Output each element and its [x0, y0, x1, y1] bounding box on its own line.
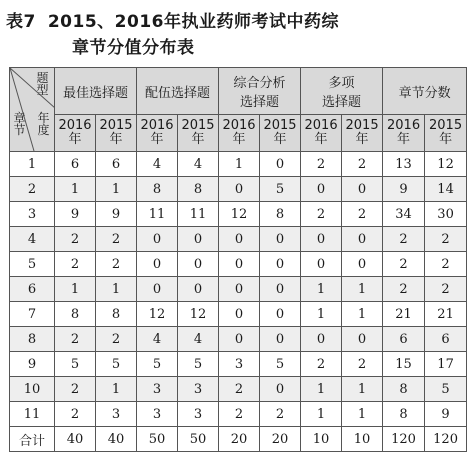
value-cell: 0	[219, 277, 260, 302]
value-cell: 0	[178, 277, 219, 302]
value-cell: 5	[178, 352, 219, 377]
value-cell: 0	[342, 252, 383, 277]
value-cell: 1	[301, 302, 342, 327]
year-header-row	[10, 115, 467, 152]
value-cell: 0	[178, 227, 219, 252]
value-cell: 1	[301, 277, 342, 302]
value-cell: 2	[383, 277, 425, 302]
chapter-cell: 1	[10, 152, 55, 177]
year-header-cell: 2016年	[383, 115, 425, 152]
value-cell: 2	[301, 202, 342, 227]
table-number: 表7	[6, 12, 36, 32]
value-cell: 4	[178, 327, 219, 352]
value-cell: 12	[425, 152, 467, 177]
table-row	[10, 152, 467, 177]
value-cell: 17	[425, 352, 467, 377]
value-cell: 0	[178, 252, 219, 277]
year-header-cell: 2016年	[219, 115, 260, 152]
year-header-cell: 2015年	[178, 115, 219, 152]
table-row	[10, 202, 467, 227]
value-cell: 1	[301, 402, 342, 427]
corner-header-cell	[10, 68, 55, 152]
value-cell: 0	[260, 377, 301, 402]
corner-label-type: 题型	[36, 71, 49, 97]
value-cell: 0	[260, 152, 301, 177]
title-line-2: 章节分值分布表	[72, 38, 195, 58]
table-row	[10, 277, 467, 302]
value-cell: 12	[137, 302, 178, 327]
value-cell: 2	[96, 252, 137, 277]
value-cell: 9	[425, 402, 467, 427]
value-cell: 0	[137, 227, 178, 252]
year-header-cell: 2016年	[301, 115, 342, 152]
value-cell: 10	[342, 427, 383, 452]
chapter-cell: 5	[10, 252, 55, 277]
value-cell: 12	[219, 202, 260, 227]
title-line-1	[6, 7, 339, 32]
value-cell: 12	[178, 302, 219, 327]
value-cell: 21	[383, 302, 425, 327]
value-cell: 5	[425, 377, 467, 402]
value-cell: 1	[55, 177, 96, 202]
value-cell: 6	[425, 327, 467, 352]
value-cell: 3	[219, 352, 260, 377]
value-cell: 4	[178, 152, 219, 177]
value-cell: 0	[260, 252, 301, 277]
value-cell: 34	[383, 202, 425, 227]
value-cell: 5	[96, 352, 137, 377]
table-row	[10, 402, 467, 427]
value-cell: 9	[55, 202, 96, 227]
table-row	[10, 377, 467, 402]
value-cell: 4	[137, 152, 178, 177]
value-cell: 120	[425, 427, 467, 452]
value-cell: 50	[178, 427, 219, 452]
value-cell: 1	[342, 377, 383, 402]
value-cell: 11	[178, 202, 219, 227]
value-cell: 0	[342, 327, 383, 352]
value-cell: 0	[219, 252, 260, 277]
value-cell: 3	[96, 402, 137, 427]
chapter-cell: 3	[10, 202, 55, 227]
value-cell: 21	[425, 302, 467, 327]
value-cell: 8	[260, 202, 301, 227]
table-row	[10, 302, 467, 327]
value-cell: 2	[342, 352, 383, 377]
score-distribution-table	[9, 67, 467, 452]
year-header-cell: 2016年	[55, 115, 96, 152]
group-header-best-choice: 最佳选择题	[55, 68, 137, 115]
value-cell: 3	[178, 377, 219, 402]
value-cell: 0	[219, 302, 260, 327]
value-cell: 1	[55, 277, 96, 302]
chapter-cell: 11	[10, 402, 55, 427]
value-cell: 0	[137, 252, 178, 277]
year-header-cell: 2016年	[137, 115, 178, 152]
value-cell: 9	[96, 202, 137, 227]
value-cell: 0	[260, 277, 301, 302]
table-row	[10, 227, 467, 252]
year-header-cell: 2015年	[260, 115, 301, 152]
value-cell: 3	[137, 377, 178, 402]
value-cell: 40	[96, 427, 137, 452]
year-header-cell: 2015年	[96, 115, 137, 152]
value-cell: 1	[96, 177, 137, 202]
chapter-cell: 合计	[10, 427, 55, 452]
group-header-chapter-score: 章节分数	[383, 68, 467, 115]
value-cell: 2	[55, 227, 96, 252]
value-cell: 0	[260, 302, 301, 327]
value-cell: 8	[383, 377, 425, 402]
group-header-matching: 配伍选择题	[137, 68, 219, 115]
value-cell: 2	[55, 377, 96, 402]
value-cell: 2	[425, 227, 467, 252]
value-cell: 9	[383, 177, 425, 202]
year-header-cell: 2015年	[425, 115, 467, 152]
value-cell: 2	[383, 252, 425, 277]
value-cell: 6	[383, 327, 425, 352]
value-cell: 2	[301, 352, 342, 377]
chapter-cell: 6	[10, 277, 55, 302]
chapter-cell: 8	[10, 327, 55, 352]
value-cell: 0	[219, 177, 260, 202]
chapter-cell: 2	[10, 177, 55, 202]
value-cell: 13	[383, 152, 425, 177]
value-cell: 1	[301, 377, 342, 402]
value-cell: 2	[301, 152, 342, 177]
value-cell: 0	[301, 327, 342, 352]
value-cell: 0	[342, 227, 383, 252]
chapter-cell: 7	[10, 302, 55, 327]
value-cell: 2	[55, 327, 96, 352]
value-cell: 10	[301, 427, 342, 452]
table-row	[10, 327, 467, 352]
group-header-comprehensive: 综合分析 选择题	[219, 68, 301, 115]
value-cell: 2	[219, 402, 260, 427]
total-row	[10, 427, 467, 452]
score-table-container	[9, 67, 466, 473]
value-cell: 11	[137, 202, 178, 227]
value-cell: 20	[219, 427, 260, 452]
value-cell: 4	[137, 327, 178, 352]
corner-label-year: 年度	[37, 111, 50, 137]
value-cell: 2	[342, 202, 383, 227]
value-cell: 5	[260, 352, 301, 377]
value-cell: 20	[260, 427, 301, 452]
table-row	[10, 177, 467, 202]
value-cell: 1	[342, 302, 383, 327]
value-cell: 2	[96, 327, 137, 352]
value-cell: 0	[342, 177, 383, 202]
value-cell: 1	[342, 277, 383, 302]
value-cell: 8	[55, 302, 96, 327]
value-cell: 1	[96, 277, 137, 302]
chapter-cell: 4	[10, 227, 55, 252]
value-cell: 0	[219, 327, 260, 352]
value-cell: 2	[55, 402, 96, 427]
value-cell: 0	[301, 227, 342, 252]
table-row	[10, 252, 467, 277]
value-cell: 30	[425, 202, 467, 227]
value-cell: 3	[178, 402, 219, 427]
year-header-cell: 2015年	[342, 115, 383, 152]
value-cell: 2	[342, 152, 383, 177]
value-cell: 8	[96, 302, 137, 327]
value-cell: 5	[55, 352, 96, 377]
chapter-cell: 9	[10, 352, 55, 377]
value-cell: 0	[219, 227, 260, 252]
value-cell: 2	[55, 252, 96, 277]
group-header-multiple-choice: 多项 选择题	[301, 68, 383, 115]
title-text-1: 2015、2016年执业药师考试中药综	[47, 12, 339, 32]
table-header	[10, 68, 467, 152]
value-cell: 14	[425, 177, 467, 202]
chapter-cell: 10	[10, 377, 55, 402]
value-cell: 6	[55, 152, 96, 177]
table-row	[10, 352, 467, 377]
table-body	[10, 152, 467, 452]
value-cell: 6	[96, 152, 137, 177]
value-cell: 1	[96, 377, 137, 402]
value-cell: 50	[137, 427, 178, 452]
value-cell: 0	[301, 252, 342, 277]
value-cell: 2	[383, 227, 425, 252]
value-cell: 1	[342, 402, 383, 427]
value-cell: 2	[219, 377, 260, 402]
value-cell: 3	[137, 402, 178, 427]
value-cell: 15	[383, 352, 425, 377]
value-cell: 2	[96, 227, 137, 252]
value-cell: 2	[260, 402, 301, 427]
value-cell: 5	[260, 177, 301, 202]
value-cell: 2	[425, 277, 467, 302]
value-cell: 5	[137, 352, 178, 377]
value-cell: 8	[137, 177, 178, 202]
table-title	[6, 4, 466, 58]
value-cell: 8	[383, 402, 425, 427]
value-cell: 1	[219, 152, 260, 177]
corner-label-chapter: 章节	[13, 111, 26, 137]
value-cell: 40	[55, 427, 96, 452]
value-cell: 120	[383, 427, 425, 452]
value-cell: 8	[178, 177, 219, 202]
value-cell: 0	[137, 277, 178, 302]
value-cell: 0	[260, 327, 301, 352]
value-cell: 0	[260, 227, 301, 252]
value-cell: 2	[425, 252, 467, 277]
value-cell: 0	[301, 177, 342, 202]
